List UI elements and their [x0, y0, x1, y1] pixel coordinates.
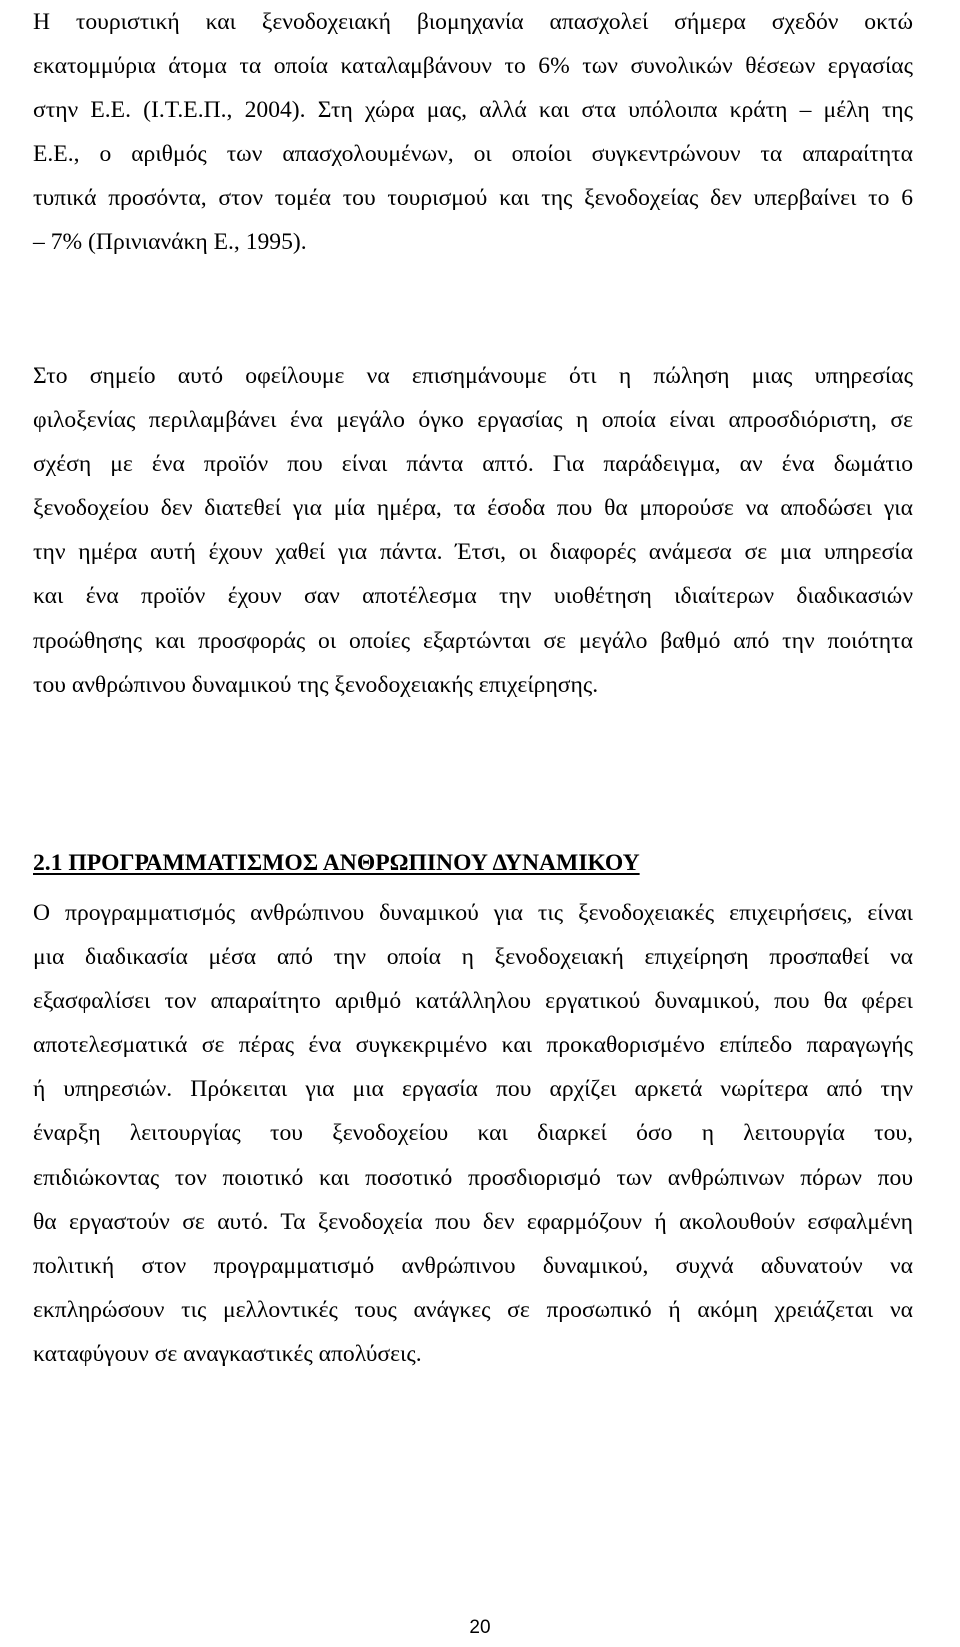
page-number: 20: [469, 1617, 491, 1638]
text-line: – 7% (Πρινιανάκη Ε., 1995).: [33, 229, 307, 256]
text-line: προώθησης και προσφοράς οι οποίες εξαρτώνται σε μεγάλο βαθμό από την ποιότητα: [33, 627, 913, 654]
paragraph-service-vs-product: [33, 354, 913, 707]
text-line: Ο προγραμματισμός ανθρώπινου δυναμικού για τις ξενοδοχειακές επιχειρήσεις, είναι: [33, 900, 913, 926]
text-line: ή υπηρεσιών. Πρόκειται για μια εργασία που αρχίζει αρκετά νωρίτερα από την: [33, 1076, 913, 1103]
text-line: εξασφαλίσει τον απαραίτητο αριθμό κατάλληλου εργατικού δυναμικού, που θα φέρει: [33, 988, 913, 1015]
section-heading: 2.1 ΠΡΟΓΡΑΜΜΑΤΙΣΜΟΣ ΑΝΘΡΩΠΙΝΟΥ ΔΥΝΑΜΙΚΟΥ: [33, 850, 640, 876]
text-line: στην Ε.Ε. (Ι.Τ.Ε.Π., 2004). Στη χώρα μας, αλλά και στα υπόλοιπα κράτη – μέλη της: [33, 97, 913, 124]
text-line: καταφύγουν σε αναγκαστικές απολύσεις.: [33, 1340, 422, 1367]
text-line: επιδιώκοντας τον ποιοτικό και ποσοτικό προσδιορισμό των ανθρώπινων πόρων που: [33, 1164, 913, 1191]
paragraph-tourism-employment: [33, 0, 913, 265]
text-line: πολιτική στον προγραμματισμό ανθρώπινου δυναμικού, συχνά αδυνατούν να: [33, 1252, 913, 1279]
text-line: Στο σημείο αυτό οφείλουμε να επισημάνουμε ότι η πώληση μιας υπηρεσίας: [33, 363, 913, 389]
text-line: εκατομμύρια άτομα τα οποία καταλαμβάνουν το 6% των συνολικών θέσεων εργασίας: [33, 53, 913, 80]
text-line: σχέση με ένα προϊόν που είναι πάντα απτό. Για παράδειγμα, αν ένα δωμάτιο: [33, 451, 913, 478]
text-line: Η τουριστική και ξενοδοχειακή βιομηχανία απασχολεί σήμερα σχεδόν οκτώ: [33, 9, 913, 35]
text-line: του ανθρώπινου δυναμικού της ξενοδοχειακής επιχείρησης.: [33, 671, 599, 698]
text-line: εκπληρώσουν τις μελλοντικές τους ανάγκες σε προσωπικό ή ακόμη χρειάζεται να: [33, 1296, 913, 1323]
text-line: ξενοδοχείου δεν διατεθεί για μία ημέρα, τα έσοδα που θα μπορούσε να αποδώσει για: [33, 495, 913, 522]
text-line: τυπικά προσόντα, στον τομέα του τουρισμού και της ξενοδοχείας δεν υπερβαίνει το 6: [33, 185, 913, 212]
text-line: την ημέρα αυτή έχουν χαθεί για πάντα. Έτσι, οι διαφορές ανάμεσα σε μια υπηρεσία: [33, 539, 913, 566]
text-line: μια διαδικασία μέσα από την οποία η ξενοδοχειακή επιχείρηση προσπαθεί να: [33, 944, 913, 971]
text-line: Ε.Ε., ο αριθμός των απασχολουμένων, οι οποίοι συγκεντρώνουν τα απαραίτητα: [33, 141, 913, 168]
text-line: φιλοξενίας περιλαμβάνει ένα μεγάλο όγκο εργασίας η οποία είναι απροσδιόριστη, σε: [33, 407, 913, 434]
text-line: θα εργαστούν σε αυτό. Τα ξενοδοχεία που δεν εφαρμόζουν ή ακολουθούν εσφαλμένη: [33, 1208, 913, 1235]
text-line: και ένα προϊόν έχουν σαν αποτέλεσμα την υιοθέτηση ιδιαίτερων διαδικασιών: [33, 583, 913, 610]
text-line: έναρξη λειτουργίας του ξενοδοχείου και διαρκεί όσο η λειτουργία του,: [33, 1120, 913, 1147]
text-line: αποτελεσματικά σε πέρας ένα συγκεκριμένο και προκαθορισμένο επίπεδο παραγωγής: [33, 1032, 913, 1059]
paragraph-hr-planning: [33, 891, 913, 1376]
